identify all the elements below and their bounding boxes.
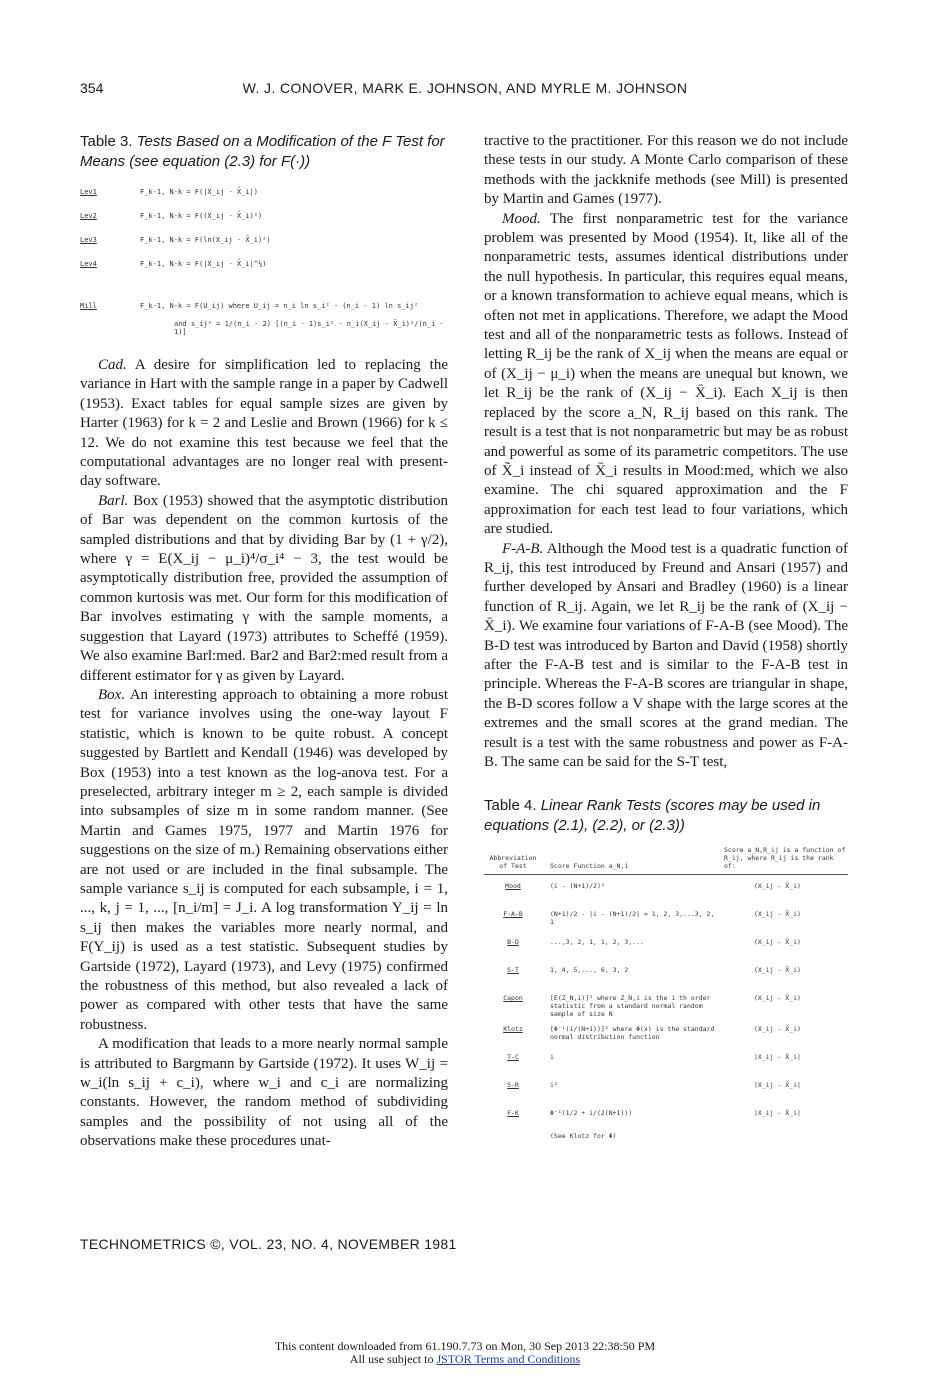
table3-caption: Table 3. Tests Based on a Modification of the F Test for Means (see equation (2.3) for F(·)) bbox=[80, 133, 445, 170]
table4-score: i bbox=[550, 1053, 554, 1062]
table4-rank-of: |X_ij - X̄_i| bbox=[754, 1109, 801, 1118]
table4-row bbox=[484, 1074, 848, 1102]
table3-row bbox=[80, 180, 448, 204]
table3-label: Lev4 bbox=[80, 260, 97, 268]
table4-abbr: S-R bbox=[507, 1081, 519, 1090]
paragraph-box: Box. An interesting approach to obtaining a more robust test for variance involves using the one-way layout F statistic, which is known to be quite robust. A concept suggested by Bartlett and Kendall (1946) was developed by Box (1953) into a test known as the log-anova test. For a preselected, arbitrary integer m ≥ 2, each sample is divided into subsamples of size m in some random manner. (See Martin and Games 1975, 1977 and Martin 1976 for suggestions on the size of m.) Remaining observations either are not used or are included in the final subsample. The sample variance s_ij is computed for each subsample, i = 1, ..., k, j = 1, ..., [n_i/m] = J_i. A log transformation Y_ij = ln s_ij then makes the variables more nearly normal, and F(Y_ij) is used as a test statistic. Subsequent studies by Gartside (1972), Layard (1973), and Levy (1975) confirmed the robustness of this method, but also revealed a lack of power as compared with other tests that have the same robustness. bbox=[80, 686, 448, 1033]
table3-row bbox=[80, 294, 448, 318]
running-header bbox=[0, 80, 930, 102]
table4-rank-of: (X_ij - X̄_i) bbox=[754, 994, 801, 1003]
table4-col-header: Score a_N,R_ij is a function of R_ij, where R_ij is the rank of: bbox=[724, 846, 846, 871]
table3-formula: and s_ij² = 1/(n_i - 2) [(n_i - 1)s_i² - n_i(X_ij - X̄_i)²/(n_i - 1)] bbox=[174, 320, 444, 336]
page-number: 354 bbox=[80, 80, 104, 96]
table3-formula: F_k-1, N-k = F(|X_ij - X̄_i|) bbox=[140, 188, 259, 196]
table4-abbr: T-C bbox=[507, 1053, 519, 1062]
paragraph-cad: Cad. A desire for simplification led to replacing the variance in Hart with the sample range in a paper by Cadwell (1953). Exact tables for equal sample sizes are given by Harter (1963) for k = 2 and Leslie and Brown (1966) for k ≤ 12. We do not examine this test because we feel that the computational advantages are no longer real with present-day software. bbox=[80, 357, 448, 490]
table4-rank-of: (X_ij - X̄_i) bbox=[754, 882, 801, 891]
table4-caption: Table 4. Linear Rank Tests (scores may be used in equations (2.1), (2.2), or (2.3)) bbox=[484, 797, 821, 835]
table4-abbr: Capon bbox=[503, 994, 523, 1003]
table4-score: [E(Z_N,i)]² where Z_N,i is the i th order statistic from a standard normal random sample of size N bbox=[550, 994, 711, 1019]
table3-formula: F_k-1, N-k = F(U_ij) where U_ij = n_i ln s_i² - (n_i - 1) ln s_ij² bbox=[140, 302, 419, 310]
table4-row bbox=[484, 1018, 848, 1046]
paragraph-mood: Mood. The first nonparametric test for the variance problem was presented by Mood (1954). It, like all of the nonparametric tests, assumes identical distributions under the null hypothesis. In particular, this requires equal means, or a known transformation to achieve equal means, which is often not met in applications. Therefore, we adapt the Mood test and all of the nonparametric tests as follows. Instead of letting R_ij be the rank of X_ij when the means are equal or of (X_ij − μ_i) when the means are unequal but known, we let R_ij be the rank of (X_ij − X̄_i). Each X_ij is then replaced by the score a_N, R_ij based on this rank. The result is a test that is not nonparametric but may be as robust and powerful as some of its parametric competitors. The use of X̃_i instead of X̄_i results in Mood:med, which we also examine. The chi squared approximation and the F approximation for each test lead to four variations, which are studied. bbox=[484, 210, 848, 538]
table3-formula: F_k-1, N-k = F((X_ij - X̄_i)²) bbox=[140, 212, 263, 220]
jstor-terms-link[interactable]: JSTOR Terms and Conditions bbox=[436, 1352, 581, 1366]
table4-row bbox=[484, 931, 848, 959]
table3-label: Lev2 bbox=[80, 212, 97, 220]
left-column bbox=[80, 132, 448, 1152]
table4-note: (See Klotz for Φ) bbox=[550, 1132, 617, 1141]
table4-rank-of: (X_ij - X̄_i) bbox=[754, 1025, 801, 1034]
table4-row bbox=[484, 1102, 848, 1130]
table4-rank-of: |X_ij - X̄_i| bbox=[754, 1081, 801, 1090]
table4-score: Φ⁻¹(1/2 + i/(2(N+1))) bbox=[550, 1109, 633, 1118]
table4-score: i² bbox=[550, 1081, 558, 1090]
table3-label: Lev1 bbox=[80, 188, 97, 196]
table4-abbr: Klotz bbox=[503, 1025, 523, 1034]
table4-rank-of: (X_ij - X̄_i) bbox=[754, 910, 801, 919]
jstor-download-line: This content downloaded from 61.190.7.73 on Mon, 30 Sep 2013 22:38:50 PM bbox=[274, 1339, 656, 1353]
table4-abbr: F-K bbox=[507, 1109, 519, 1118]
table4-score: ...,3, 2, 1, 1, 2, 3,... bbox=[550, 938, 644, 947]
table4-score: (N+1)/2 - |i - (N+1)/2| = 1, 2, 3,...3, 2, 1 bbox=[550, 910, 715, 927]
table4-col-header: Score Function a_N,i bbox=[550, 862, 629, 871]
table4-abbr: B-D bbox=[507, 938, 519, 947]
journal-footer: TECHNOMETRICS ©, VOL. 23, NO. 4, NOVEMBER 1981 bbox=[80, 1236, 457, 1252]
table4-row bbox=[484, 875, 848, 903]
table4-rank-of: (X_ij - X̄_i) bbox=[754, 966, 801, 975]
table4-col-header: Abbreviation of Test bbox=[489, 854, 537, 871]
table4-row bbox=[484, 903, 848, 931]
table3 bbox=[80, 180, 448, 338]
table4-abbr: S-T bbox=[507, 966, 519, 975]
jstor-notice bbox=[0, 1340, 930, 1366]
table3-label: Mill bbox=[80, 302, 97, 310]
table4-abbr: Mood bbox=[505, 882, 521, 891]
table4-score: (i - (N+1)/2)² bbox=[550, 882, 605, 891]
table3-row bbox=[80, 228, 448, 252]
right-column bbox=[484, 132, 848, 1140]
table3-row bbox=[80, 204, 448, 228]
table4-rank-of: |X_ij - X̄_i| bbox=[754, 1053, 801, 1062]
running-authors: W. J. CONOVER, MARK E. JOHNSON, AND MYRLE M. JOHNSON bbox=[242, 80, 688, 96]
table3-label: Lev3 bbox=[80, 236, 97, 244]
jstor-terms-line: All use subject to JSTOR Terms and Conditions bbox=[349, 1352, 581, 1366]
table4 bbox=[484, 846, 848, 1140]
table4-row bbox=[484, 959, 848, 987]
table4-score: [Φ⁻¹(i/(N+1))]² where Φ(x) is the standard normal distribution function bbox=[550, 1025, 715, 1042]
table4-row bbox=[484, 1046, 848, 1074]
table4-abbr: F-A-B bbox=[503, 910, 523, 919]
table3-row bbox=[80, 252, 448, 276]
paragraph-fab: F-A-B. Although the Mood test is a quadratic function of R_ij, this test introduced by Freund and Ansari (1957) and further developed by Ansari and Bradley (1960) is a linear function of R_ij. Again, we let R_ij be the rank of (X_ij − X̄_i). We examine four variations of F-A-B (see Mood). The B-D test was introduced by Barton and David (1958) shortly after the F-A-B test and is similar to the F-A-B test in principle. Whereas the F-A-B scores are triangular in shape, the B-D scores follow a V shape with the large scores at the extremes and the small scores at the grand median. The result is a test with the same robustness and power as F-A-B. The same can be said for the S-T test, bbox=[484, 540, 848, 770]
table4-score: 1, 4, 5,..., 6, 3, 2 bbox=[550, 966, 629, 975]
table3-formula: F_k-1, N-k = F(|X_ij - X̄_i|^½) bbox=[140, 260, 267, 268]
table4-header bbox=[484, 846, 848, 875]
paragraph-continuation: tractive to the practitioner. For this reason we do not include these tests in our study. A Monte Carlo comparison of these methods with the jackknife methods (see Mill) is presented by Martin and Games (1977). bbox=[484, 133, 848, 208]
table4-row bbox=[484, 987, 848, 1018]
table4-rank-of: (X_ij - X̄_i) bbox=[754, 938, 801, 947]
table3-formula: F_k-1, N-k = F(ln(X_ij - X̄_i)²) bbox=[140, 236, 271, 244]
paragraph-barl: Barl. Box (1953) showed that the asymptotic distribution of Bar was dependent on the common kurtosis of the sampled distributions and that by dividing Bar by (1 + γ/2), where γ = E(X_ij − μ_i)⁴/σ_i⁴ − 3, the test would be asymptotically distribution free, provided the assumption of common kurtosis was met. Our form for this modification of Bar involves estimating γ with the sample moments, a suggestion that Layard (1973) attributes to Scheffé (1959). We also examine Barl:med. Bar2 and Bar2:med result from a different estimator for γ as given by Layard. bbox=[80, 492, 448, 684]
paragraph-bargmann: A modification that leads to a more nearly normal sample is attributed to Bargmann by Gartside (1972). It uses W_ij = w_i(ln s_ij + c_i), where w_i and c_i are normalizing constants. However, the random method of subdividing samples and the possibility of not using all of the observations make these procedures unat- bbox=[80, 1036, 448, 1150]
table3-row-continuation bbox=[80, 318, 448, 338]
